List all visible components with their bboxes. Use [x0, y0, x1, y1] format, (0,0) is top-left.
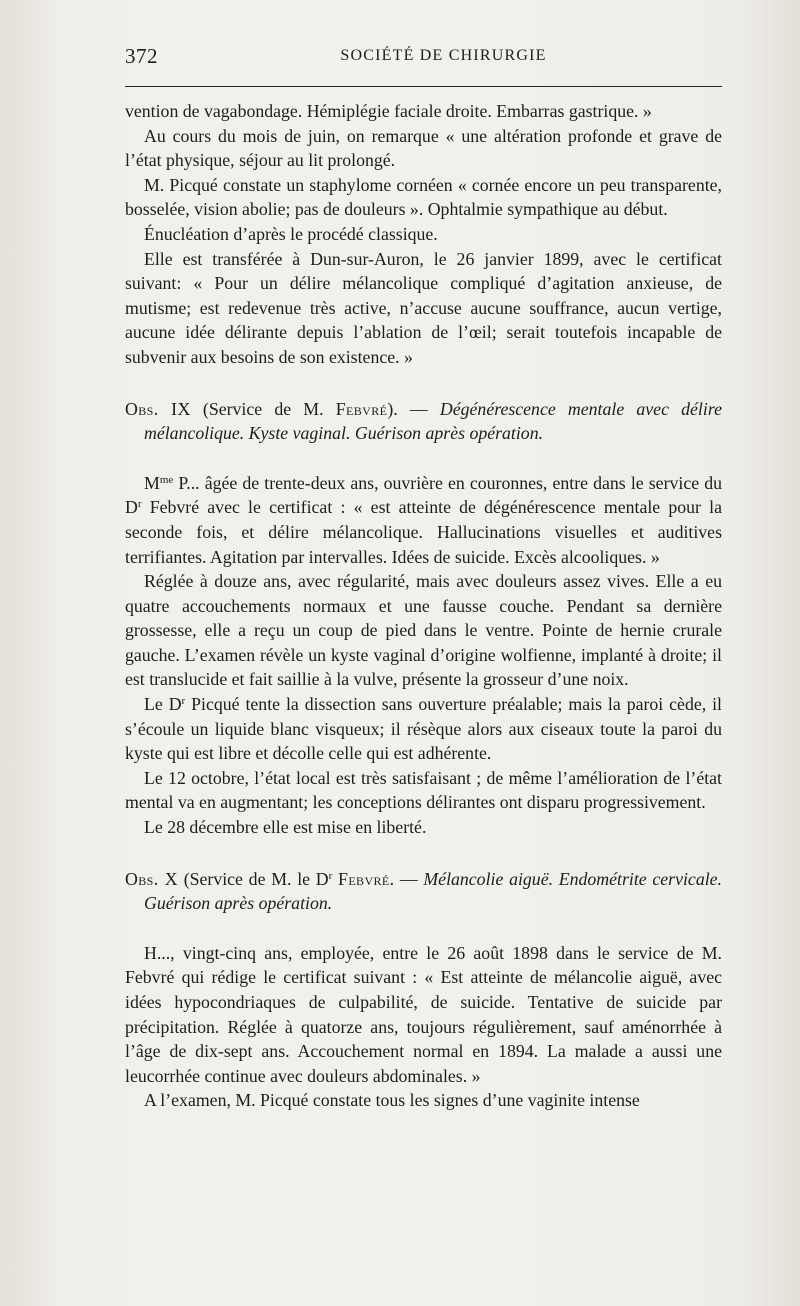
text-run: Picqué tente la dissection sans ouverture préalable; mais la paroi cède, il s’écoule un liquide blanc visqueux; il résèque alors aux ciseaux toute la paroi du kyste qui est libre et décolle celle qui est adhérente. — [125, 694, 722, 764]
paragraph: Elle est transférée à Dun-sur-Auron, le 26 janvier 1899, avec le certificat suivant: « Pour un délire mélancolique compliqué d’agitation anxieuse, de mutisme; est redevenue très active, n’accuse aucune souffrance, aucun vertige, aucune idée délirante depuis l’ablation de l’œil; serait toutefois incapable de subvenir aux besoins de son existence. » — [125, 248, 722, 367]
heading-text: . — — [389, 868, 424, 889]
surgeon-name: Febvré — [335, 398, 388, 419]
heading-text: (Service de M. — [202, 398, 336, 419]
section-spacer — [125, 370, 722, 397]
heading-text: ). — — [387, 398, 440, 419]
text-run: M — [144, 472, 160, 493]
paragraph: Le 28 décembre elle est mise en liberté. — [144, 817, 427, 838]
observation-label: Obs. IX — [125, 398, 191, 419]
observation-heading — [125, 867, 722, 916]
paragraph: vention de vagabondage. Hémiplégie faciale droite. Embarras gastrique. » — [125, 101, 652, 121]
text-run: Le — [144, 694, 169, 715]
paragraph: M. Picqué constate un staphylome cornéen « cornée encore un peu transparente, bosselée, vision abolie; pas de douleurs ». Ophtalmie sympathique au début. — [125, 174, 722, 220]
body-text — [125, 99, 722, 1113]
text-run: Febvré avec le certificat : « est atteinte de dégénérescence mentale pour la seconde fois, et délire mélancolique. Hallucinations visuelles et auditives terrifiantes. Agitation par intervalles. Idées de suicide. Excès alcooliques. » — [125, 497, 722, 567]
paragraph: Au cours du mois de juin, on remarque « une altération profonde et grave de l’état physique, séjour au lit prolongé. — [125, 125, 722, 171]
paragraph — [125, 692, 722, 766]
superscript: r — [181, 695, 186, 708]
header-rule — [125, 86, 722, 87]
text-run: D — [315, 868, 329, 889]
section-spacer — [125, 446, 722, 471]
observation-label: Obs. X — [125, 868, 178, 889]
superscript: me — [159, 473, 174, 486]
text-run: P... âgée de trente-deux ans, ouvrière en couronnes, entre dans le service du — [173, 472, 722, 493]
paragraph: H..., vingt-cinq ans, employée, entre le 26 août 1898 dans le service de M. Febvré qui rédige le certificat suivant : « Est atteinte de mélancolie aiguë, avec idées hypocondriaques de culpabilité, de suicide. Tentative de suicide par précipitation. Réglée à quatorze ans, toujours régulièrement, sauf aménorrhée à l’âge de dix-sept ans. Accouchement normal en 1894. La malade a aussi une leucorrhée continue avec douleurs abdominales. » — [125, 942, 722, 1086]
superscript: r — [328, 869, 333, 882]
superscript: r — [137, 498, 142, 511]
observation-title: Mélancolie aiguë. Endométrite cervicale. Guérison après opération. — [144, 868, 722, 914]
surgeon-name: Febvré — [338, 868, 390, 889]
observation-heading — [125, 397, 722, 446]
section-spacer — [125, 916, 722, 941]
paragraph: Réglée à douze ans, avec régularité, mais avec douleurs assez vives. Elle a eu quatre accouchements normaux et une fausse couche. Pendant sa dernière grossesse, elle a reçu un coup de pied dans le ventre. Pointe de hernie crurale gauche. L’examen révèle un kyste vaginal d’origine wolfienne, implanté à droite; il est translucide et fait saillie à la vulve, présente la grosseur d’une noix. — [125, 571, 722, 690]
page-number: 372 — [125, 44, 158, 68]
text-run: D — [125, 497, 138, 518]
running-title: SOCIÉTÉ DE CHIRURGIE — [340, 47, 547, 64]
page-header — [125, 44, 722, 74]
paragraph: A l’examen, M. Picqué constate tous les signes d’une vaginite intense — [144, 1090, 640, 1111]
heading-text: (Service de M. le — [183, 868, 316, 889]
paragraph: Énucléation d’après le procédé classique. — [144, 223, 438, 244]
paragraph: Le 12 octobre, l’état local est très satisfaisant ; de même l’amélioration de l’état mental va en augmentant; les conceptions délirantes ont disparu progressivement. — [125, 767, 722, 813]
section-spacer — [125, 840, 722, 867]
text-run: D — [168, 694, 182, 715]
paragraph — [125, 471, 722, 569]
observation-title: Dégénérescence mentale avec délire mélancolique. Kyste vaginal. Guérison après opération. — [144, 398, 722, 444]
